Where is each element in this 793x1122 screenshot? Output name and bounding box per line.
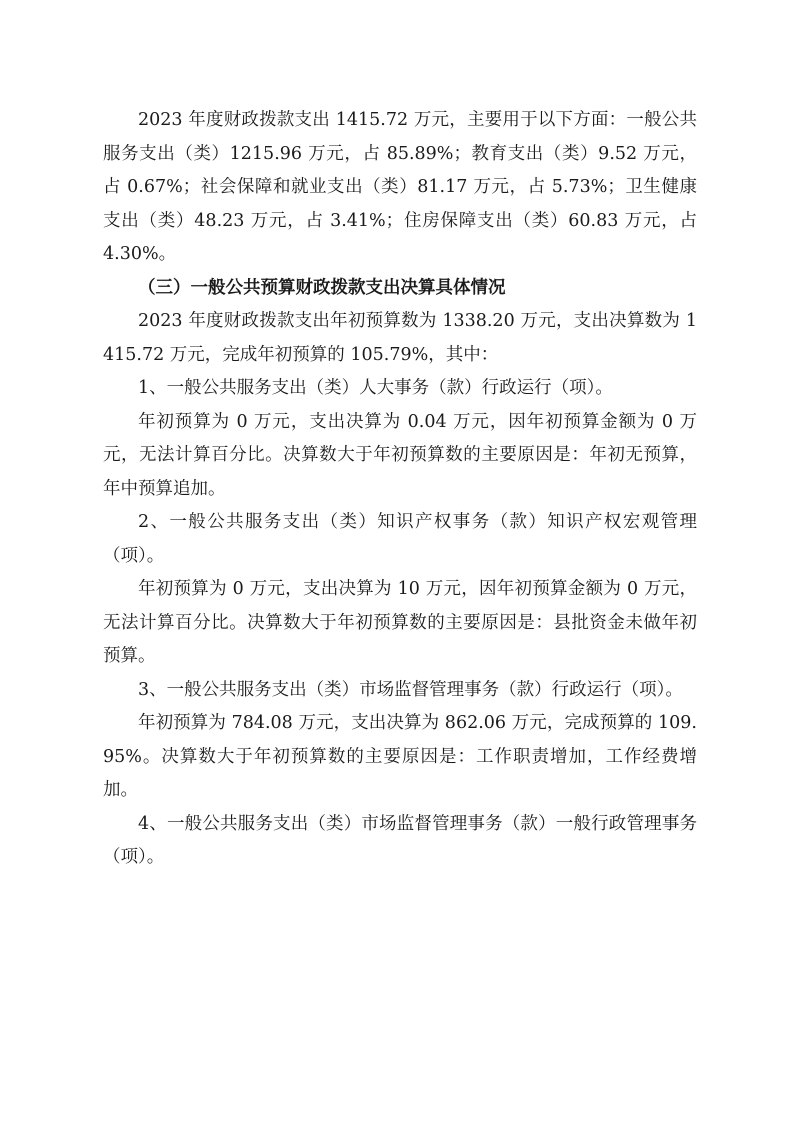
item-3-title: 3、一般公共服务支出（类）市场监督管理事务（款）行政运行（项）。 <box>138 679 683 700</box>
paragraph-expenditure-summary: 2023 年度财政拨款支出 1415.72 万元，主要用于以下方面：一般公共服务支出（类）1215.96 万元，占 85.89%；教育支出（类）9.52 万元，占 0.67%；社会保障和就业支出（类）81.17 万元，占 5.73%；卫生健康支出（类）48.23 万元，占 3.41%；住房保障支出（类）60.83 万元，占 4.30%。 <box>103 110 697 264</box>
document-body <box>103 104 697 875</box>
item-1-detail: 年初预算为 0 万元，支出决算为 0.04 万元，因年初预算金额为 0 万元，无法计算百分比。决算数大于年初预算数的主要原因是：年初无预算，年中预算追加。 <box>103 411 697 499</box>
item-1-title: 1、一般公共服务支出（类）人大事务（款）行政运行（项）。 <box>138 378 613 398</box>
item-2-title: 2、一般公共服务支出（类）知识产权事务（款）知识产权宏观管理（项）。 <box>103 512 697 566</box>
section-heading-budget-details: （三）一般公共预算财政拨款支出决算具体情况 <box>138 277 506 298</box>
paragraph-budget-overview: 2023 年度财政拨款支出年初预算数为 1338.20 万元，支出决算数为 1415.72 万元，完成年初预算的 105.79%，其中： <box>103 311 697 365</box>
item-3-detail: 年初预算为 784.08 万元，支出决算为 862.06 万元，完成预算的 109.95%。决算数大于年初预算数的主要原因是：工作职责增加，工作经费增加。 <box>103 713 697 800</box>
item-4-title: 4、一般公共服务支出（类）市场监督管理事务（款）一般行政管理事务（项）。 <box>103 813 697 867</box>
item-2-detail: 年初预算为 0 万元，支出决算为 10 万元，因年初预算金额为 0 万元，无法计算百分比。决算数大于年初预算数的主要原因是：县批资金未做年初预算。 <box>103 579 697 666</box>
